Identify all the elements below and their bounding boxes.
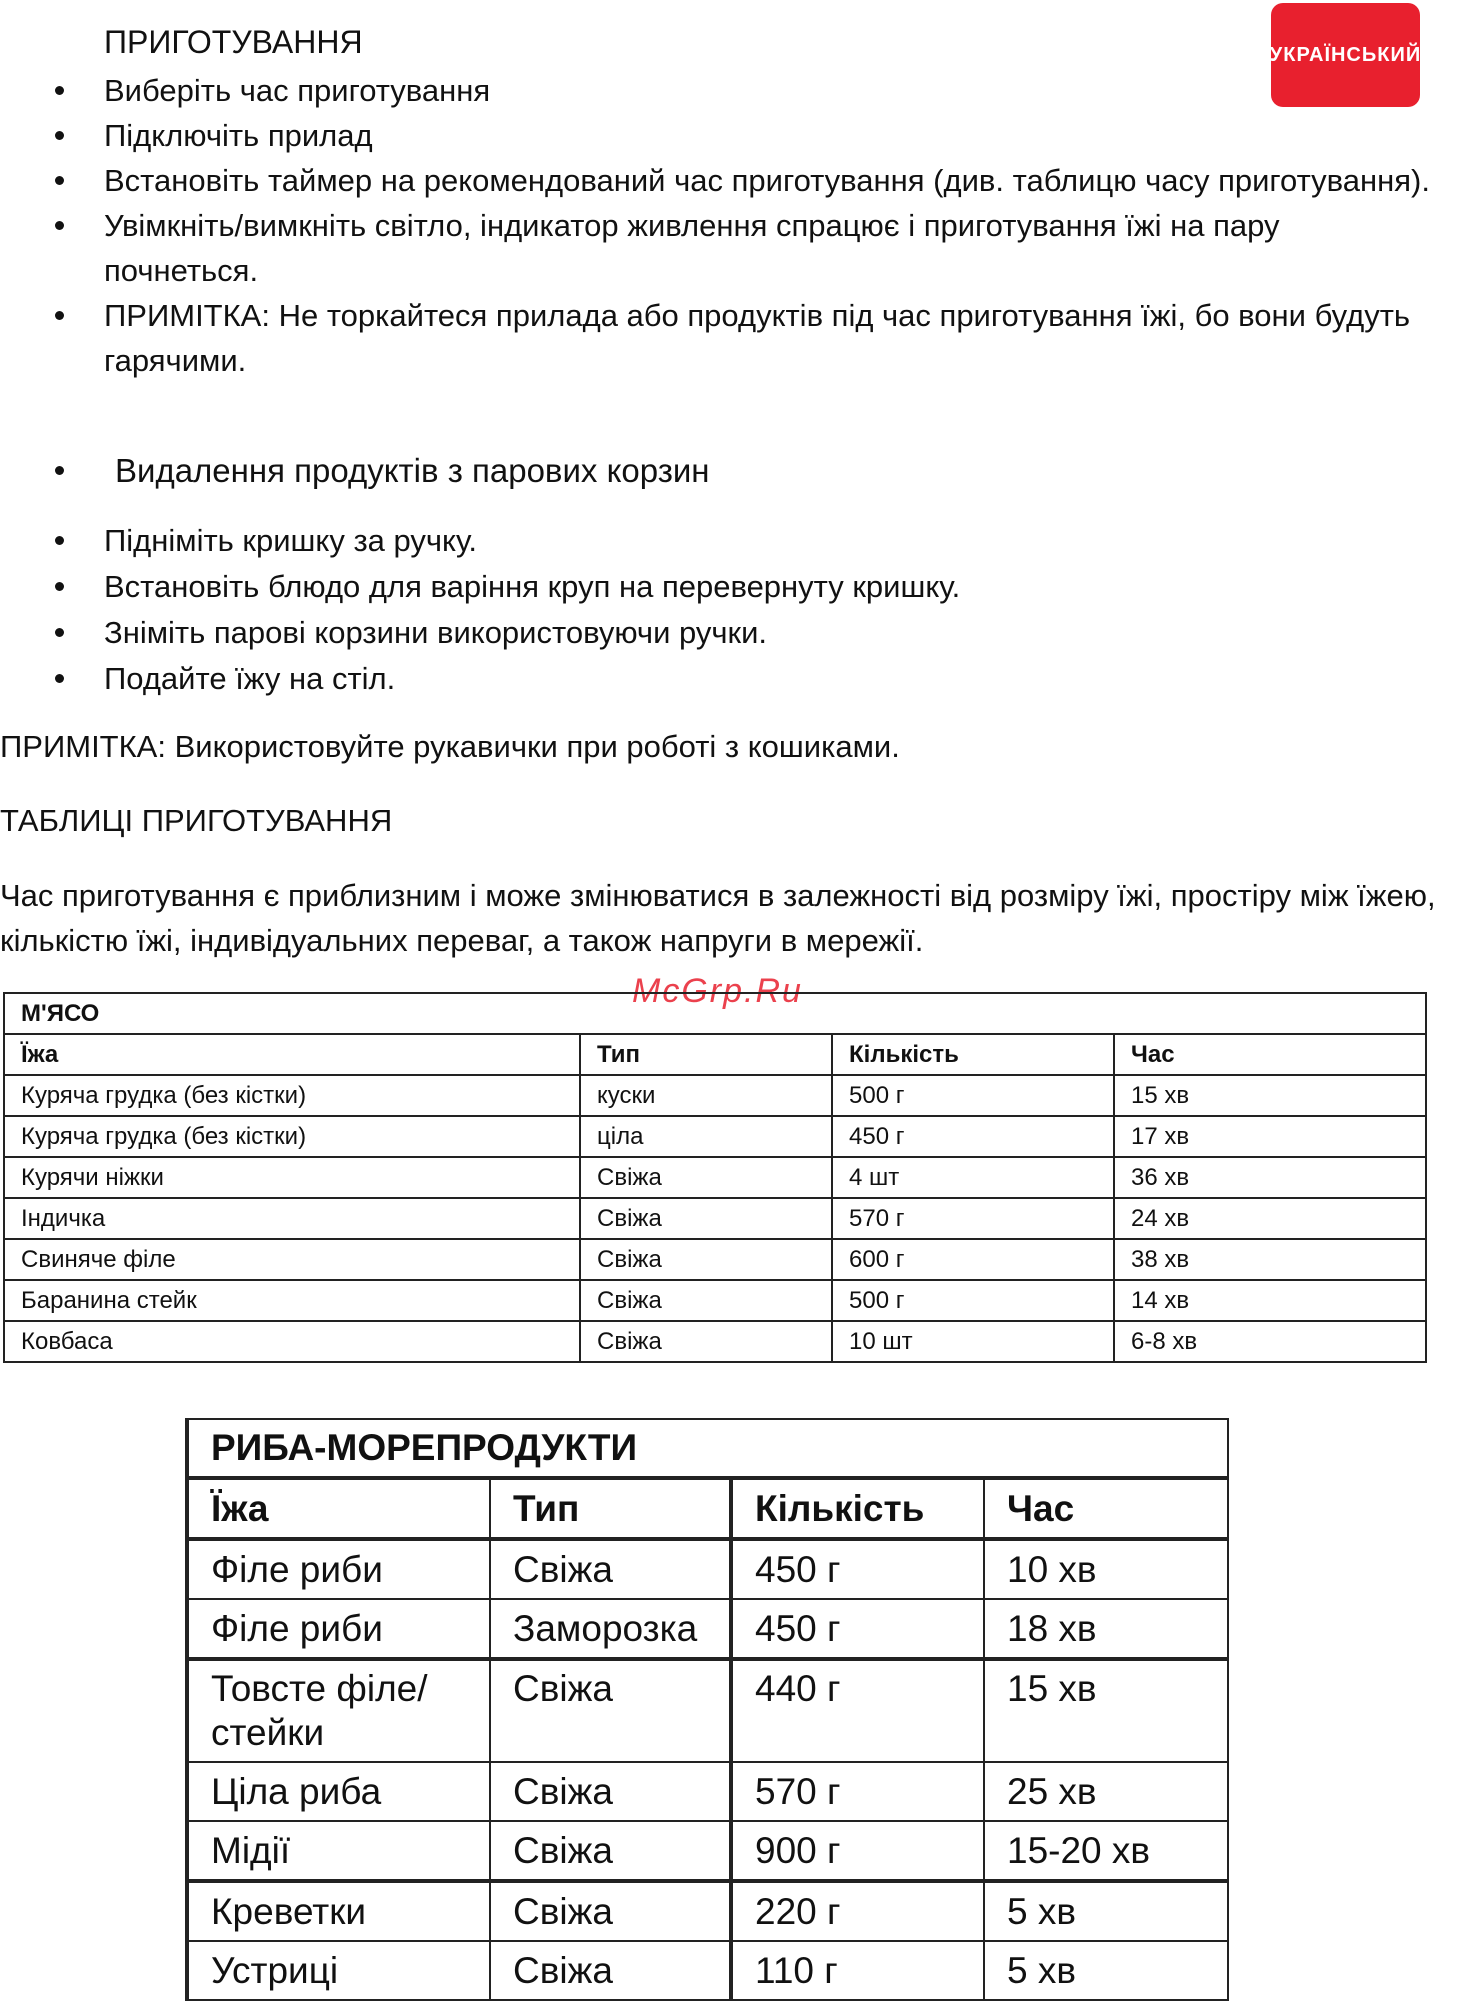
removal-steps	[0, 518, 1440, 702]
table-cell: 4 шт	[832, 1157, 1114, 1198]
table-cell: Товсте філе/стейки	[187, 1659, 490, 1762]
watermark: McGrp.Ru	[632, 972, 803, 1010]
removal-step-item: Подайте їжу на стіл.	[0, 656, 1440, 702]
table-cell: Баранина стейк	[4, 1280, 580, 1321]
table-cell: Куряча грудка (без кістки)	[4, 1116, 580, 1157]
table-cell: Свіжа	[490, 1941, 731, 2000]
removal-step-item: Підніміть кришку за ручку.	[0, 518, 1440, 564]
table-cell: 440 г	[731, 1659, 984, 1762]
language-badge: УКРАЇНСЬКИЙ	[1271, 3, 1420, 107]
table-row	[4, 1116, 1426, 1157]
table-cell: 570 г	[832, 1198, 1114, 1239]
column-header: Час	[1114, 1034, 1426, 1075]
column-header: Кількість	[832, 1034, 1114, 1075]
removal-heading: Видалення продуктів з парових корзин	[0, 448, 1440, 493]
table-row	[4, 1321, 1426, 1362]
table-cell: Свіжа	[580, 1280, 832, 1321]
table-cell: Свиняче філе	[4, 1239, 580, 1280]
table-cell: 450 г	[731, 1539, 984, 1599]
meat-table-title: М'ЯСО	[4, 993, 1426, 1034]
step-item: Встановіть таймер на рекомендований час приготування (див. таблицю часу приготування).	[0, 158, 1440, 203]
table-cell: Свіжа	[580, 1321, 832, 1362]
table-cell: ціла	[580, 1116, 832, 1157]
table-cell: 15 хв	[1114, 1075, 1426, 1116]
table-row	[187, 1821, 1228, 1881]
table-row	[187, 1659, 1228, 1762]
table-cell: 110 г	[731, 1941, 984, 2000]
column-header: Тип	[580, 1034, 832, 1075]
step-item: Увімкніть/вимкніть світло, індикатор живлення спрацює і приготування їжі на пару почнеться.	[0, 203, 1440, 293]
table-cell: Креветки	[187, 1881, 490, 1941]
gloves-note: ПРИМІТКА: Використовуйте рукавички при роботі з кошиками.	[0, 729, 900, 764]
table-cell: 36 хв	[1114, 1157, 1426, 1198]
table-cell: 220 г	[731, 1881, 984, 1941]
column-header: Їжа	[187, 1478, 490, 1539]
table-cell: куски	[580, 1075, 832, 1116]
removal-heading-list	[0, 448, 1440, 493]
table-cell: Свіжа	[580, 1198, 832, 1239]
step-item: ПРИМІТКА: Не торкайтеся прилада або продуктів під час приготування їжі, бо вони будуть гарячими.	[0, 293, 1440, 383]
removal-step-item: Зніміть парові корзини використовуючи ручки.	[0, 610, 1440, 656]
table-cell: Куряча грудка (без кістки)	[4, 1075, 580, 1116]
table-cell: 500 г	[832, 1075, 1114, 1116]
table-cell: 17 хв	[1114, 1116, 1426, 1157]
table-cell: Індичка	[4, 1198, 580, 1239]
table-cell: Свіжа	[490, 1539, 731, 1599]
step-item: Виберіть час приготування	[0, 68, 1440, 113]
table-cell: 450 г	[832, 1116, 1114, 1157]
table-cell: Свіжа	[490, 1659, 731, 1762]
column-header: Час	[984, 1478, 1228, 1539]
table-cell: 14 хв	[1114, 1280, 1426, 1321]
table-cell: Свіжа	[580, 1239, 832, 1280]
table-row	[4, 1157, 1426, 1198]
table-cell: Мідії	[187, 1821, 490, 1881]
table-cell: Свіжа	[490, 1821, 731, 1881]
table-cell: 500 г	[832, 1280, 1114, 1321]
table-cell: Свіжа	[490, 1881, 731, 1941]
tables-title: ТАБЛИЦІ ПРИГОТУВАННЯ	[0, 803, 393, 838]
table-row	[187, 1762, 1228, 1821]
table-cell: Свіжа	[490, 1762, 731, 1821]
column-header: Їжа	[4, 1034, 580, 1075]
table-row	[4, 1198, 1426, 1239]
table-cell: 38 хв	[1114, 1239, 1426, 1280]
meat-table	[3, 992, 1427, 1363]
step-item: Підключіть прилад	[0, 113, 1440, 158]
section-title: ПРИГОТУВАННЯ	[104, 24, 363, 60]
table-row	[4, 1280, 1426, 1321]
table-cell: 15 хв	[984, 1659, 1228, 1762]
table-cell: 10 хв	[984, 1539, 1228, 1599]
table-row	[187, 1599, 1228, 1659]
column-header: Кількість	[731, 1478, 984, 1539]
table-cell: 900 г	[731, 1821, 984, 1881]
table-cell: 5 хв	[984, 1881, 1228, 1941]
preparation-steps	[0, 68, 1440, 383]
table-cell: Курячи ніжки	[4, 1157, 580, 1198]
table-cell: 450 г	[731, 1599, 984, 1659]
seafood-table-title: РИБА-МОРЕПРОДУКТИ	[187, 1419, 1228, 1478]
table-row	[187, 1539, 1228, 1599]
table-cell: Ковбаса	[4, 1321, 580, 1362]
table-row	[4, 1239, 1426, 1280]
table-cell: 25 хв	[984, 1762, 1228, 1821]
table-row	[187, 1941, 1228, 2000]
removal-step-item: Встановіть блюдо для варіння круп на перевернуту кришку.	[0, 564, 1440, 610]
table-cell: 24 хв	[1114, 1198, 1426, 1239]
table-cell: Устриці	[187, 1941, 490, 2000]
table-cell: Заморозка	[490, 1599, 731, 1659]
table-cell: 600 г	[832, 1239, 1114, 1280]
table-cell: 15-20 хв	[984, 1821, 1228, 1881]
seafood-table	[185, 1418, 1229, 2001]
table-cell: 10 шт	[832, 1321, 1114, 1362]
column-header: Тип	[490, 1478, 731, 1539]
table-cell: Свіжа	[580, 1157, 832, 1198]
table-cell: 18 хв	[984, 1599, 1228, 1659]
table-cell: 6-8 хв	[1114, 1321, 1426, 1362]
table-row	[4, 1075, 1426, 1116]
intro-paragraph: Час приготування є приблизним і може змінюватися в залежності від розміру їжі, простіру між їжею, кількістю їжі, індивідуальних переваг, а також напруги в мережії.	[0, 878, 1436, 958]
table-cell: 5 хв	[984, 1941, 1228, 2000]
table-row	[187, 1881, 1228, 1941]
table-cell: Філе риби	[187, 1539, 490, 1599]
table-cell: Ціла риба	[187, 1762, 490, 1821]
table-cell: 570 г	[731, 1762, 984, 1821]
table-cell: Філе риби	[187, 1599, 490, 1659]
